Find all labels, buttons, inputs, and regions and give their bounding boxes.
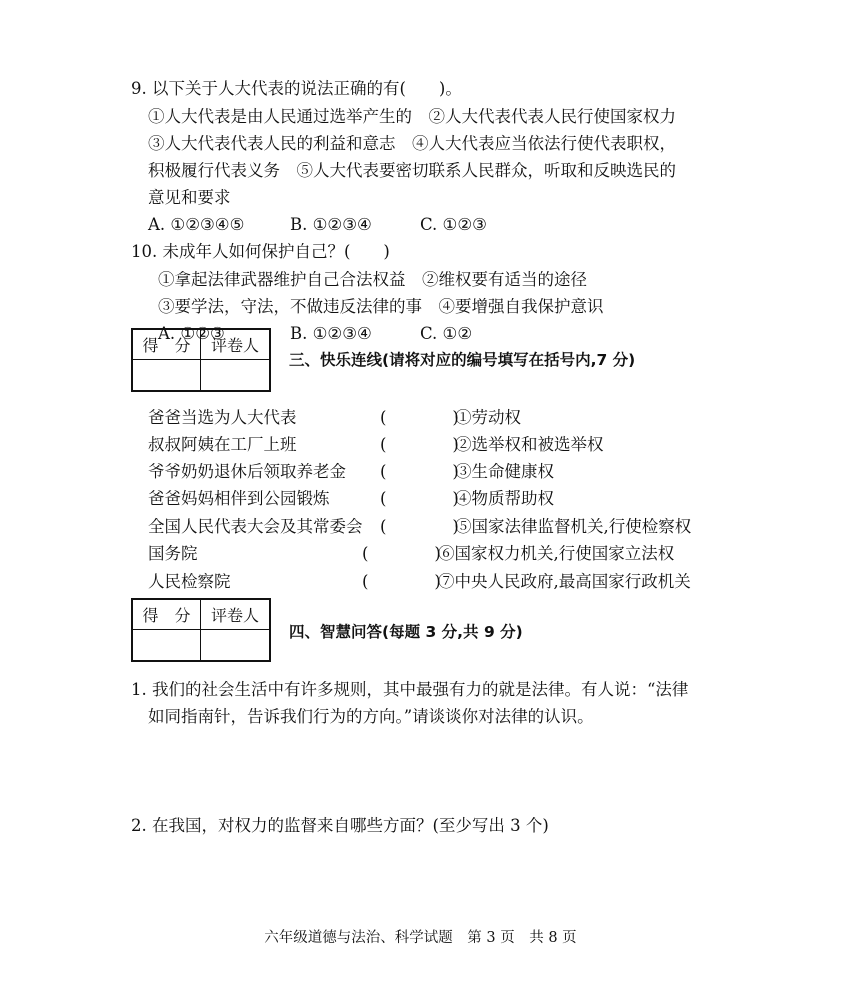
- match-left-1: 爸爸当选为人大代表: [148, 408, 297, 427]
- q9-line-4: 意见和要求: [148, 188, 231, 207]
- match-right-5: ⑤国家法律监督机关,行使检察权: [455, 517, 692, 536]
- match-left-2: 叔叔阿姨在工厂上班: [148, 435, 297, 454]
- section-3-title: 三、快乐连线(请将对应的编号填写在括号内,7 分): [289, 351, 636, 369]
- q9-line-3: 积极履行代表义务 ⑤人大代表要密切联系人民群众，听取和反映选民的: [148, 161, 676, 180]
- q9-option-c: C. ①②③: [420, 215, 487, 234]
- match-right-4: ④物质帮助权: [455, 489, 554, 508]
- match-left-3: 爷爷奶奶退休后领取养老金: [148, 462, 346, 481]
- answer-area-1[interactable]: [131, 735, 711, 805]
- q9-line-2: ③人大代表代表人民的利益和意志 ④人大代表应当依法行使代表职权，: [148, 134, 676, 153]
- match-right-2: ②选举权和被选举权: [455, 435, 604, 454]
- q4-1-line-2: 如同指南针，告诉我们行为的方向。”请谈谈你对法律的认识。: [148, 707, 594, 726]
- match-blank-3[interactable]: ( ): [380, 462, 459, 481]
- q10-line-2: ③要学法，守法，不做违反法律的事 ④要增强自我保护意识: [158, 297, 604, 316]
- score-field[interactable]: [133, 630, 201, 660]
- match-right-6: ⑥国家权力机关,行使国家立法权: [438, 544, 675, 563]
- q4-1-line-1: 1. 我们的社会生活中有许多规则，其中最强有力的就是法律。有人说：“法律: [131, 680, 689, 699]
- score-box-section-3: [131, 328, 271, 392]
- q10-option-a: A. ①②③: [158, 324, 225, 343]
- match-right-7: ⑦中央人民政府,最高国家行政机关: [438, 572, 691, 591]
- grader-field[interactable]: [201, 360, 269, 390]
- q10-stem: 10. 未成年人如何保护自己？( ): [131, 242, 390, 261]
- page-footer: 六年级道德与法治、科学试题 第 3 页 共 8 页: [264, 930, 577, 946]
- answer-area-2[interactable]: [131, 845, 711, 915]
- q10-option-c: C. ①②: [420, 324, 473, 343]
- match-left-5: 全国人民代表大会及其常委会: [148, 517, 363, 536]
- score-label: 得 分: [133, 330, 201, 360]
- grader-field[interactable]: [201, 630, 269, 660]
- match-blank-6[interactable]: ( ): [362, 544, 441, 563]
- score-box-section-4: [131, 598, 271, 662]
- q9-option-a: A. ①②③④⑤: [148, 215, 245, 234]
- q4-2: 2. 在我国，对权力的监督来自哪些方面？(至少写出 3 个): [131, 816, 549, 835]
- match-right-3: ③生命健康权: [455, 462, 554, 481]
- match-blank-1[interactable]: ( ): [380, 408, 459, 427]
- match-left-6: 国务院: [148, 544, 198, 563]
- match-blank-7[interactable]: ( ): [362, 572, 441, 591]
- q9-option-b: B. ①②③④: [290, 215, 372, 234]
- score-field[interactable]: [133, 360, 201, 390]
- q9-stem: 9. 以下关于人大代表的说法正确的有( )。: [131, 79, 462, 98]
- section-4-title: 四、智慧问答(每题 3 分,共 9 分): [289, 623, 523, 641]
- grader-label: 评卷人: [201, 330, 269, 360]
- grader-label: 评卷人: [201, 600, 269, 630]
- match-blank-5[interactable]: ( ): [380, 517, 459, 536]
- score-label: 得 分: [133, 600, 201, 630]
- q10-line-1: ①拿起法律武器维护自己合法权益 ②维权要有适当的途径: [158, 270, 587, 289]
- q9-line-1: ①人大代表是由人民通过选举产生的 ②人大代表代表人民行使国家权力: [148, 107, 676, 126]
- match-right-1: ①劳动权: [455, 408, 521, 427]
- match-left-7: 人民检察院: [148, 572, 231, 591]
- match-left-4: 爸爸妈妈相伴到公园锻炼: [148, 489, 330, 508]
- match-blank-4[interactable]: ( ): [380, 489, 459, 508]
- q10-option-b: B. ①②③④: [290, 324, 372, 343]
- match-blank-2[interactable]: ( ): [380, 435, 459, 454]
